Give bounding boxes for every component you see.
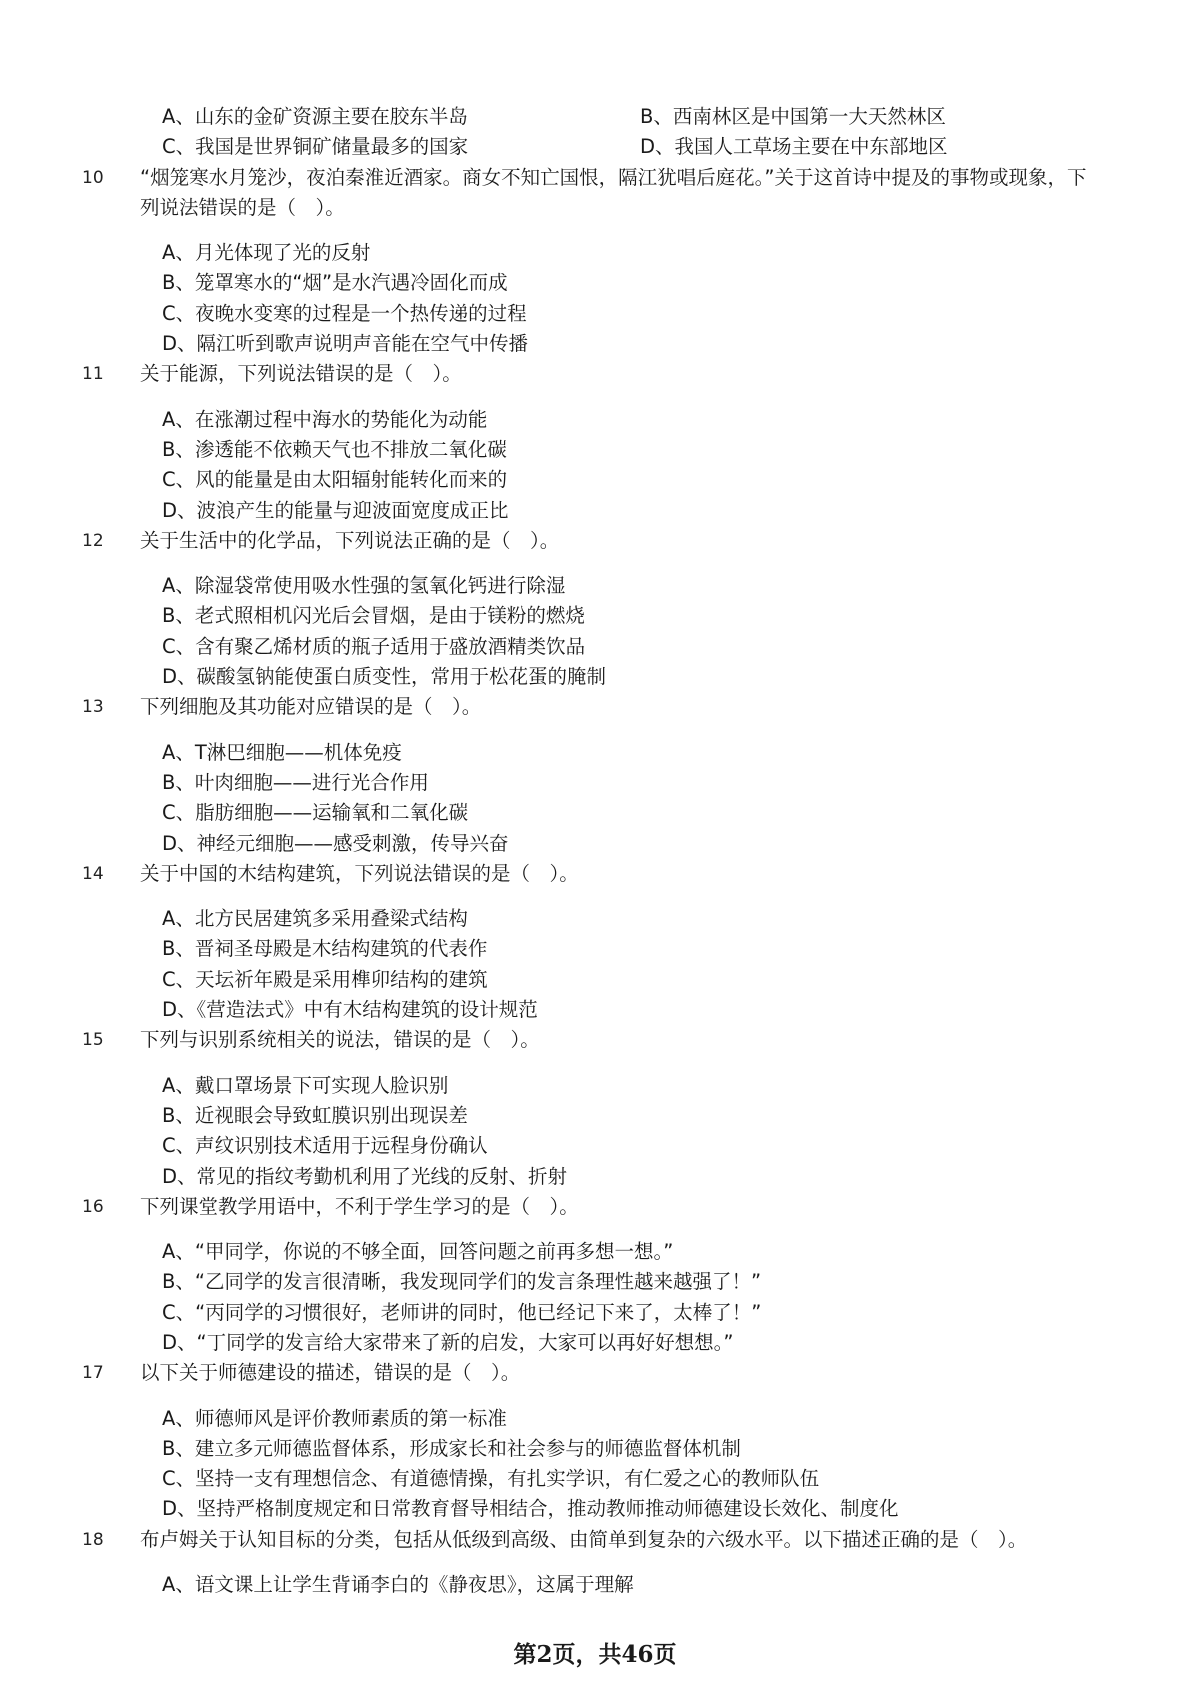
question-block xyxy=(82,526,1112,692)
question-text: 下列细胞及其功能对应错误的是（ ）。 xyxy=(140,695,482,719)
option: A、除湿袋常使用吸水性强的氢氧化钙进行除湿 xyxy=(162,574,566,598)
option: A、在涨潮过程中海水的势能化为动能 xyxy=(162,407,488,431)
question-stem xyxy=(82,1025,1112,1055)
option: B、建立多元师德监督体系，形成家长和社会参与的师德监督体机制 xyxy=(162,1436,741,1460)
question-block xyxy=(82,163,1112,360)
option: B、晋祠圣母殿是木结构建筑的代表作 xyxy=(162,937,488,961)
option: B、近视眼会导致虹膜识别出现误差 xyxy=(162,1103,468,1127)
option-list xyxy=(82,238,1112,359)
question-block xyxy=(82,1525,1112,1601)
option: D、《营造法式》中有木结构建筑的设计规范 xyxy=(162,998,538,1022)
option: A、北方民居建筑多采用叠梁式结构 xyxy=(162,907,468,931)
option: D、“丁同学的发言给大家带来了新的启发，大家可以再好好想想。” xyxy=(162,1330,734,1354)
option: C、声纹识别技术适用于远程身份确认 xyxy=(162,1134,488,1158)
question-text: 关于中国的木结构建筑，下列说法错误的是（ ）。 xyxy=(140,861,579,885)
option-list xyxy=(82,571,1112,692)
option-list xyxy=(82,1570,1112,1600)
option-list xyxy=(82,405,1112,526)
question-block xyxy=(82,359,1112,525)
question-block xyxy=(82,1192,1112,1358)
option: C、含有聚乙烯材质的瓶子适用于盛放酒精类饮品 xyxy=(162,634,586,658)
question-stem xyxy=(82,692,1112,722)
option: D、隔江听到歌声说明声音能在空气中传播 xyxy=(162,332,529,356)
question-number: 18 xyxy=(82,1529,104,1550)
option: A、T淋巴细胞——机体免疫 xyxy=(162,740,402,764)
option: D、常见的指纹考勤机利用了光线的反射、折射 xyxy=(162,1164,568,1188)
option-list xyxy=(82,738,1112,859)
option: B、渗透能不依赖天气也不排放二氧化碳 xyxy=(162,437,507,461)
question-text: 布卢姆关于认知目标的分类，包括从低级到高级、由简单到复杂的六级水平。以下描述正确的是（ ）。 xyxy=(140,1527,1028,1551)
option: A、山东的金矿资源主要在胶东半岛 xyxy=(162,105,468,128)
question-stem xyxy=(82,163,1112,224)
option: C、我国是世界铜矿储量最多的国家 xyxy=(162,135,469,159)
question-text: 下列与识别系统相关的说法，错误的是（ ）。 xyxy=(140,1028,540,1052)
option-list xyxy=(82,904,1112,1025)
question-block xyxy=(82,1025,1112,1191)
question-block xyxy=(82,1358,1112,1524)
option: C、天坛祈年殿是采用榫卯结构的建筑 xyxy=(162,967,488,991)
option: B、笼罩寒水的“烟”是水汽遇冷固化而成 xyxy=(162,271,508,295)
option: C、夜晚水变寒的过程是一个热传递的过程 xyxy=(162,301,527,325)
option: D、碳酸氢钠能使蛋白质变性，常用于松花蛋的腌制 xyxy=(162,665,607,689)
questions xyxy=(82,163,1112,1601)
option: C、坚持一支有理想信念、有道德情操，有扎实学识，有仁爱之心的教师队伍 xyxy=(162,1467,820,1491)
option: A、戴口罩场景下可实现人脸识别 xyxy=(162,1073,449,1097)
page-number-footer: 第2页，共46页 xyxy=(513,1641,677,1668)
question-text: 关于生活中的化学品，下列说法正确的是（ ）。 xyxy=(140,528,560,552)
question-stem xyxy=(82,859,1112,889)
question-number: 12 xyxy=(82,530,104,551)
option: A、月光体现了光的反射 xyxy=(162,241,371,265)
option-list xyxy=(82,1237,1112,1358)
option: D、坚持严格制度规定和日常教育督导相结合，推动教师推动师德建设长效化、制度化 xyxy=(162,1497,899,1521)
question-stem xyxy=(82,359,1112,389)
option-list xyxy=(82,1071,1112,1192)
option: A、师德师风是评价教师素质的第一标准 xyxy=(162,1406,507,1430)
question-number: 17 xyxy=(82,1363,104,1384)
question-number: 10 xyxy=(82,167,104,188)
question-stem xyxy=(82,1525,1112,1555)
option: D、我国人工草场主要在中东部地区 xyxy=(640,135,948,159)
question-number: 15 xyxy=(82,1030,104,1051)
option: B、“乙同学的发言很清晰，我发现同学们的发言条理性越来越强了！” xyxy=(162,1270,762,1294)
question-block xyxy=(82,859,1112,1025)
option: A、“甲同学，你说的不够全面，回答问题之前再多想一想。” xyxy=(162,1240,674,1264)
question-stem xyxy=(82,1358,1112,1388)
previous-question-options xyxy=(82,102,1112,163)
option: D、波浪产生的能量与迎波面宽度成正比 xyxy=(162,498,509,522)
option-list xyxy=(82,1404,1112,1525)
question-block xyxy=(82,692,1112,858)
question-text: 下列课堂教学用语中，不利于学生学习的是（ ）。 xyxy=(140,1194,579,1218)
question-text: 以下关于师德建设的描述，错误的是（ ）。 xyxy=(140,1361,521,1385)
option: B、老式照相机闪光后会冒烟，是由于镁粉的燃烧 xyxy=(162,604,585,628)
option: B、叶肉细胞——进行光合作用 xyxy=(162,770,429,794)
question-list xyxy=(82,102,1112,1600)
question-number: 14 xyxy=(82,863,104,884)
option: C、“丙同学的习惯很好，老师讲的同时，他已经记下来了，太棒了！” xyxy=(162,1300,762,1324)
question-text: “烟笼寒水月笼沙，夜泊秦淮近酒家。商女不知亡国恨，隔江犹唱后庭花。”关于这首诗中提及的事物或现象，下列说法错误的是（ ）。 xyxy=(140,165,1087,219)
question-text: 关于能源，下列说法错误的是（ ）。 xyxy=(140,362,462,386)
option: D、神经元细胞——感受刺激，传导兴奋 xyxy=(162,831,509,855)
question-number: 16 xyxy=(82,1196,104,1217)
option: B、西南林区是中国第一大天然林区 xyxy=(640,105,946,128)
option: C、风的能量是由太阳辐射能转化而来的 xyxy=(162,468,508,492)
option: C、脂肪细胞——运输氧和二氧化碳 xyxy=(162,801,469,825)
question-stem xyxy=(82,1192,1112,1222)
question-number: 11 xyxy=(82,364,104,385)
question-number: 13 xyxy=(82,697,104,718)
question-stem xyxy=(82,526,1112,556)
option: A、语文课上让学生背诵李白的《静夜思》，这属于理解 xyxy=(162,1573,634,1597)
